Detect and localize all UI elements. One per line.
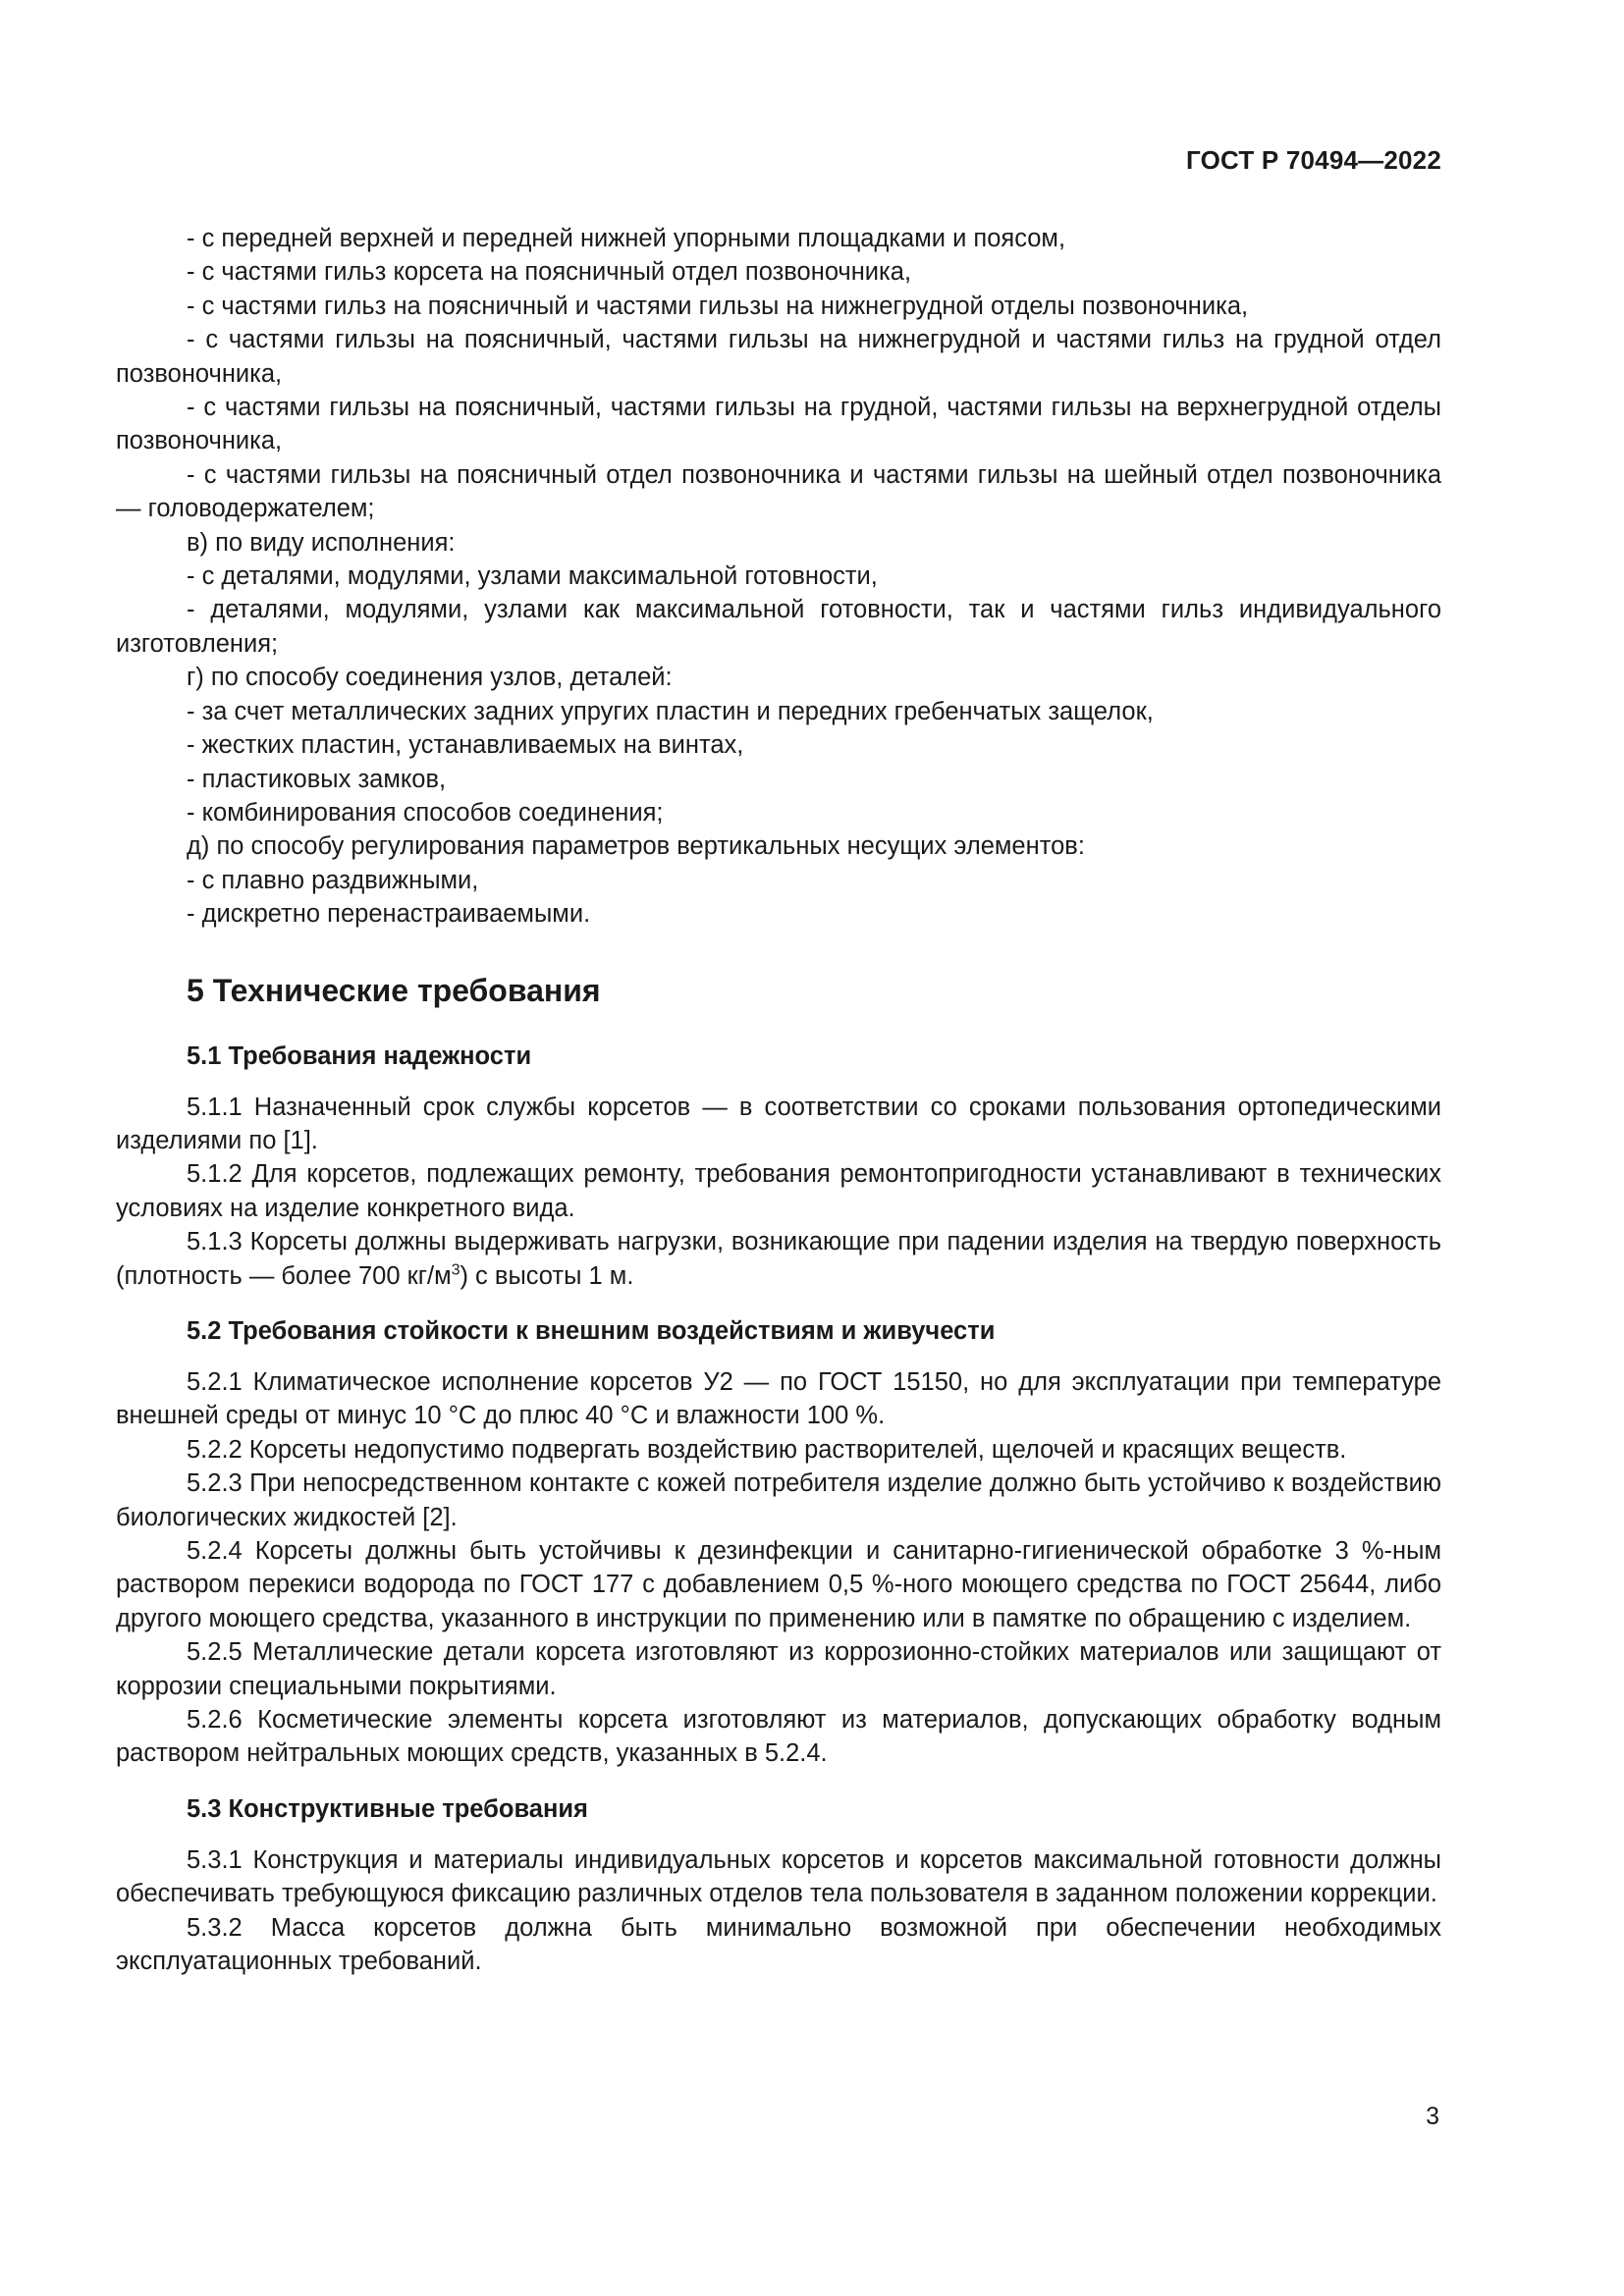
page-content bbox=[116, 222, 1441, 1978]
clause-paragraph bbox=[116, 1225, 1441, 1293]
list-item: - с передней верхней и передней нижней упорными площадками и поясом, bbox=[187, 225, 1066, 252]
list-group-title: г) по способу соединения узлов, деталей: bbox=[187, 664, 673, 692]
clause-text: 5.1.3 Корсеты должны выдерживать нагрузки, возникающие при падении изделия на твердую поверхность (плотность — более 700 кг/м bbox=[116, 1228, 1441, 1290]
list-item: - за счет металлических задних упругих пластин и передних гребенчатых защелок, bbox=[187, 697, 1154, 725]
subsection-heading: 5.1 Требования надежности bbox=[187, 1041, 532, 1070]
list-item: - с деталями, модулями, узлами максимальной готовности, bbox=[187, 562, 878, 591]
list-item: - с частями гильзы на поясничный отдел позвоночника и частями гильзы на шейный отдел позвоночника — головодержателем; bbox=[116, 460, 1441, 523]
list-item: - с частями гильз корсета на поясничный отдел позвоночника, bbox=[187, 258, 912, 287]
subsection-heading: 5.3 Конструктивные требования bbox=[187, 1794, 588, 1823]
list-group-title: в) по виду исполнения: bbox=[187, 528, 456, 557]
clause-paragraph: 5.2.4 Корсеты должны быть устойчивы к дезинфекции и санитарно-гигиенической обработке 3 %-ным раствором перекиси водорода по ГОСТ 177 с добавлением 0,5 %-ного моющего средства по ГОСТ 25644, либо другого моющего средства, указанного в инструкции по применению или в памятке по обращению с изделием. bbox=[116, 1537, 1441, 1632]
list-item: - пластиковых замков, bbox=[187, 765, 447, 793]
clause-paragraph: 5.2.6 Косметические элементы корсета изготовляют из материалов, допускающих обработку водным раствором нейтральных моющих средств, указанных в 5.2.4. bbox=[116, 1706, 1441, 1768]
clause-paragraph: 5.2.3 При непосредственном контакте с кожей потребителя изделие должно быть устойчиво к воздействию биологических жидкостей [2]. bbox=[116, 1469, 1441, 1531]
list-item: - с плавно раздвижными, bbox=[187, 866, 479, 894]
clause-text: ) с высоты 1 м. bbox=[460, 1261, 634, 1290]
section-heading: 5 Технические требования bbox=[187, 972, 601, 1008]
clause-paragraph: 5.2.1 Климатическое исполнение корсетов У2 — по ГОСТ 15150, но для эксплуатации при температуре внешней среды от минус 10 °С до плюс 40 °С и влажности 100 %. bbox=[116, 1367, 1441, 1430]
list-item: - с частями гильзы на поясничный, частями гильзы на нижнегрудной и частями гильз на грудной отдел позвоночника, bbox=[116, 326, 1441, 388]
list-item: - дискретно перенастраиваемыми. bbox=[187, 900, 591, 929]
clause-paragraph: 5.1.2 Для корсетов, подлежащих ремонту, требования ремонтопригодности устанавливают в технических условиях на изделие конкретного вида. bbox=[116, 1160, 1441, 1222]
clause-paragraph: 5.1.1 Назначенный срок службы корсетов — в соответствии со сроками пользования ортопедическими изделиями по [1]. bbox=[116, 1093, 1441, 1154]
list-item: - с частями гильзы на поясничный, частями гильзы на грудной, частями гильзы на верхнегрудной отделы позвоночника, bbox=[116, 394, 1441, 455]
page-number: 3 bbox=[1426, 2103, 1439, 2130]
list-item: - деталями, модулями, узлами как максимальной готовности, так и частями гильз индивидуального изготовления; bbox=[116, 596, 1441, 658]
subsection-heading: 5.2 Требования стойкости к внешним воздействиям и живучести bbox=[187, 1316, 996, 1345]
clause-paragraph: 5.2.5 Металлические детали корсета изготовляют из коррозионно-стойких материалов или защищают от коррозии специальными покрытиями. bbox=[116, 1638, 1441, 1700]
clause-paragraph: 5.2.2 Корсеты недопустимо подвергать воздействию растворителей, щелочей и красящих веществ. bbox=[187, 1435, 1347, 1464]
document-number-header: ГОСТ Р 70494—2022 bbox=[1186, 145, 1441, 175]
clause-paragraph: 5.3.1 Конструкция и материалы индивидуальных корсетов и корсетов максимальной готовности должны обеспечивать требующуюся фиксацию различных отделов тела пользователя в заданном положении коррекции. bbox=[116, 1845, 1441, 1908]
list-group-title: д) по способу регулирования параметров вертикальных несущих элементов: bbox=[187, 832, 1085, 861]
list-item: - жестких пластин, устанавливаемых на винтах, bbox=[187, 731, 744, 760]
list-item: - комбинирования способов соединения; bbox=[187, 798, 664, 827]
list-item: - с частями гильз на поясничный и частями гильзы на нижнегрудной отделы позвоночника, bbox=[187, 292, 1249, 320]
superscript: 3 bbox=[451, 1261, 460, 1279]
clause-paragraph: 5.3.2 Масса корсетов должна быть минимально возможной при обеспечении необходимых эксплуатационных требований. bbox=[116, 1913, 1441, 1976]
